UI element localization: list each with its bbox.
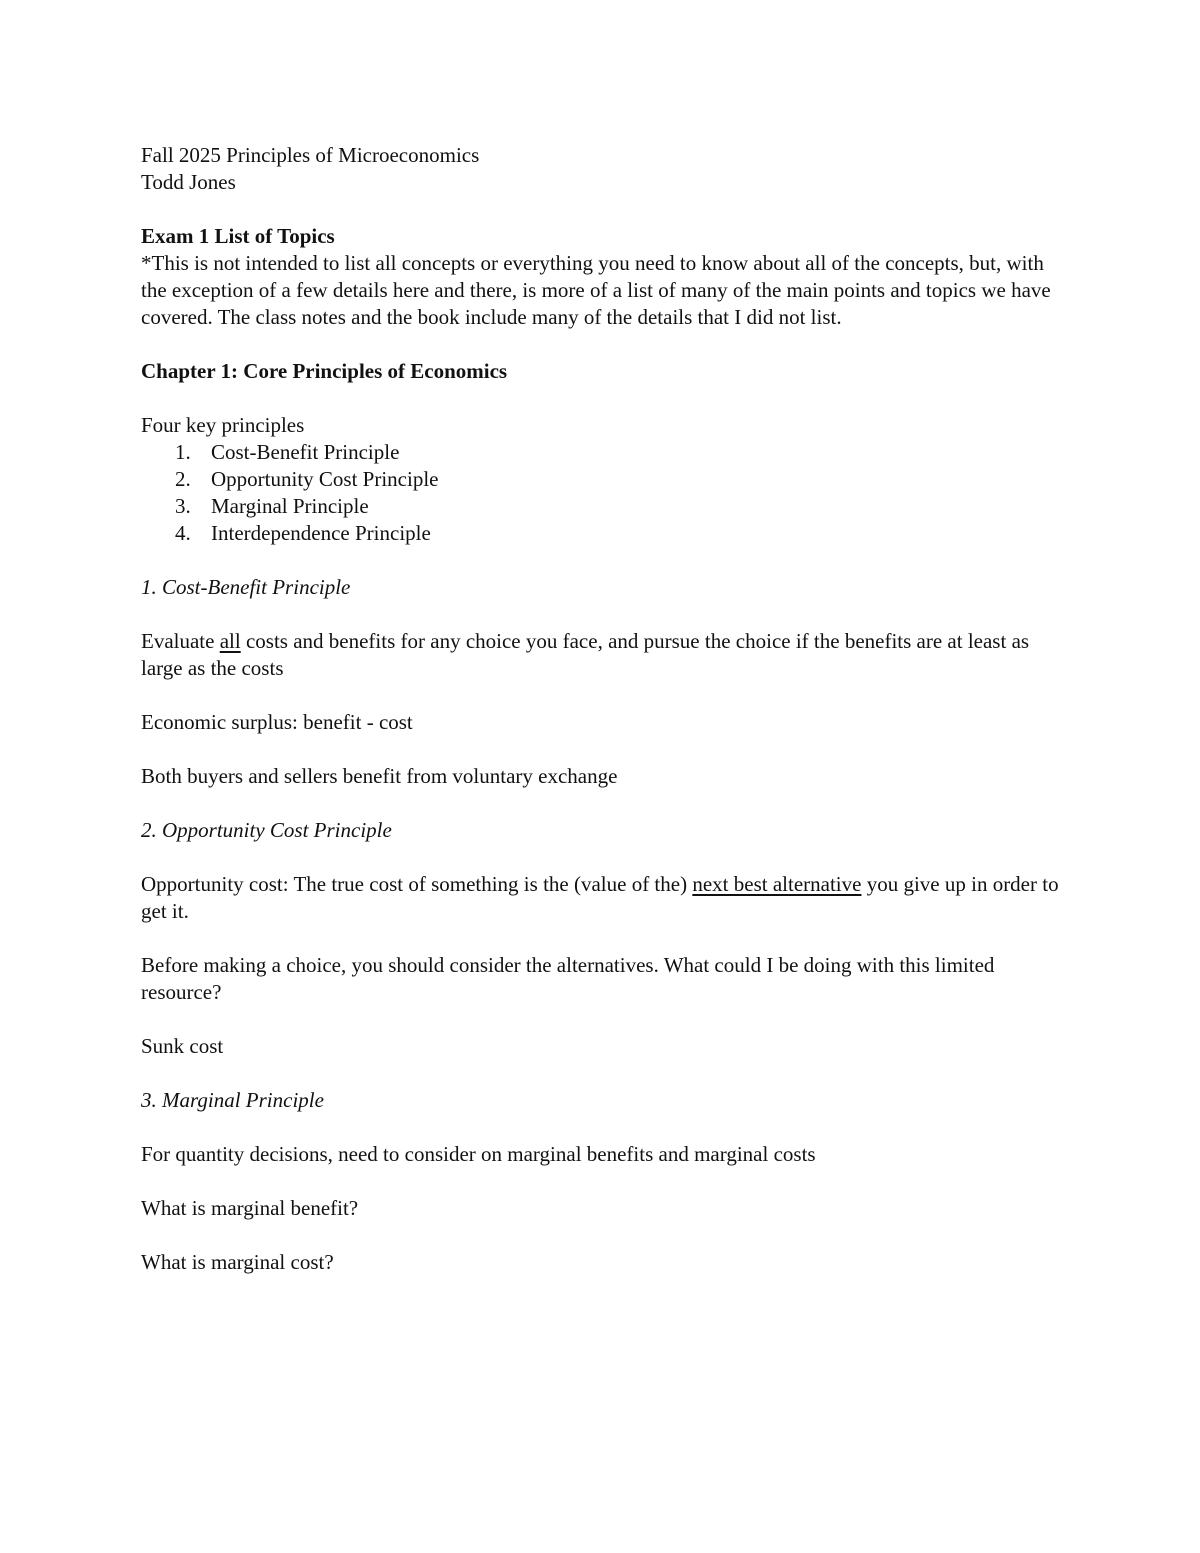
section-heading-marginal: 3. Marginal Principle xyxy=(141,1088,324,1112)
cost-benefit-definition: Evaluate all costs and benefits for any choice you face, and pursue the choice if the benefits are at least as large as the costs xyxy=(141,629,1030,680)
course-title: Fall 2025 Principles of Microeconomics xyxy=(141,143,480,167)
chapter-heading: Chapter 1: Core Principles of Economics xyxy=(141,359,508,383)
exam-note: *This is not intended to list all concepts or everything you need to know about all of the concepts, but, with the exception of a few details here and there, is more of a list of many of the main points and topics we have covered. The class notes and the book include many of the details that I did not list. xyxy=(141,251,1051,329)
opportunity-cost-definition: Opportunity cost: The true cost of something is the (value of the) next best alternative you give up in order to get it. xyxy=(141,872,1059,923)
document-page xyxy=(141,142,1061,1276)
section-heading-opportunity-cost: 2. Opportunity Cost Principle xyxy=(141,818,392,842)
economic-surplus-text: Economic surplus: benefit - cost xyxy=(141,710,413,734)
principles-intro: Four key principles xyxy=(141,413,305,437)
principles-list xyxy=(141,439,1061,547)
list-item: 3. Marginal Principle xyxy=(175,494,369,518)
marginal-benefit-question: What is marginal benefit? xyxy=(141,1196,359,1220)
list-item: 4. Interdependence Principle xyxy=(175,521,431,545)
quantity-decisions-text: For quantity decisions, need to consider on marginal benefits and marginal costs xyxy=(141,1142,816,1166)
list-item: 2. Opportunity Cost Principle xyxy=(175,467,439,491)
sunk-cost-text: Sunk cost xyxy=(141,1034,224,1058)
section-heading-cost-benefit: 1. Cost-Benefit Principle xyxy=(141,575,351,599)
list-item: 1. Cost-Benefit Principle xyxy=(175,440,400,464)
marginal-cost-question: What is marginal cost? xyxy=(141,1250,334,1274)
instructor-name: Todd Jones xyxy=(141,170,236,194)
exam-title: Exam 1 List of Topics xyxy=(141,224,335,248)
voluntary-exchange-text: Both buyers and sellers benefit from voluntary exchange xyxy=(141,764,618,788)
alternatives-text: Before making a choice, you should consider the alternatives. What could I be doing with this limited resource? xyxy=(141,953,995,1004)
